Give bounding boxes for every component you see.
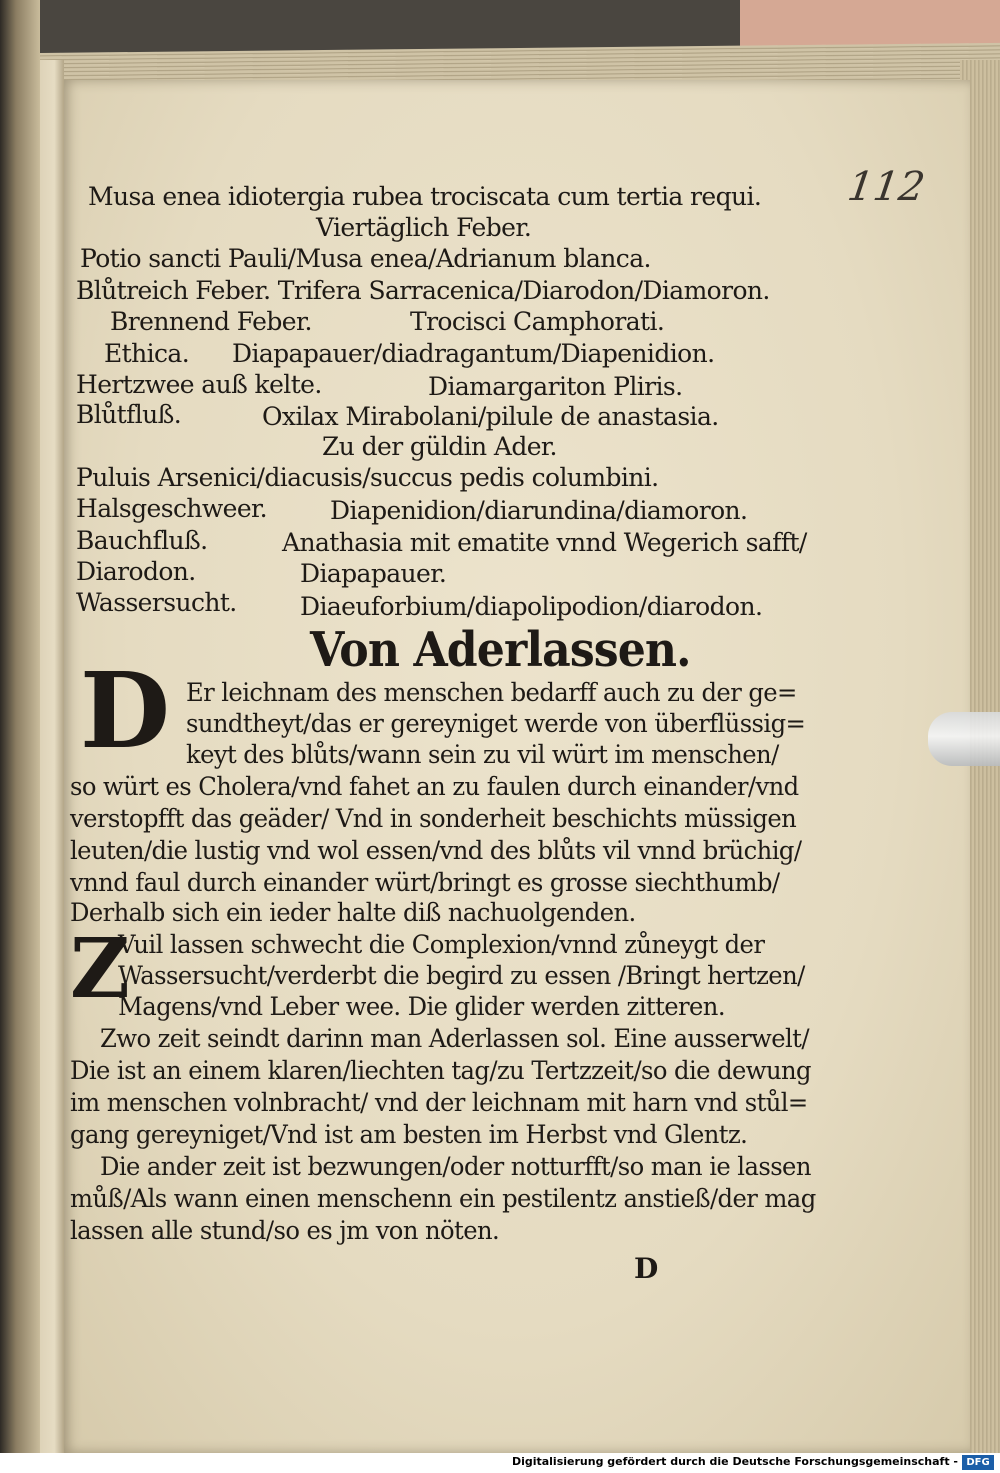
paragraph-line: Magens/vnd Leber wee. Die glider werden zitteren. xyxy=(118,992,725,1021)
remedy-value: Diapapauer/diadragantum/Diapenidion. xyxy=(232,339,715,368)
paragraph-line: můß/Als wann einen menschenn ein pestilentz anstieß/der mag xyxy=(70,1184,816,1213)
section-heading: Von Aderlassen. xyxy=(310,622,691,678)
paragraph-line: Die ander zeit ist bezwungen/oder notturfft/so man ie lassen xyxy=(100,1152,811,1181)
paragraph-line: vnnd faul durch einander würt/bringt es grosse siechthumb/ xyxy=(70,868,780,897)
paragraph-line: sundtheyt/das er gereyniget werde von überflüssig= xyxy=(186,709,806,738)
remedy-label: Diarodon. xyxy=(76,557,196,586)
remedy-line: Musa enea idiotergia rubea trociscata cum tertia requi. xyxy=(88,182,762,211)
paragraph-line: Zwo zeit seindt darinn man Aderlassen sol. Eine ausserwelt/ xyxy=(100,1024,809,1053)
remedy-label: Brennend Feber. xyxy=(110,307,312,336)
remedy-line: Potio sancti Pauli/Musa enea/Adrianum blanca. xyxy=(80,244,651,273)
paragraph-line: Er leichnam des menschen bedarff auch zu der ge= xyxy=(186,678,797,707)
paragraph-line: verstopfft das geäder/ Vnd in sonderheit beschichts müssigen xyxy=(70,804,797,833)
remedy-label: Bauchfluß. xyxy=(76,526,208,555)
folio-number: 112 xyxy=(844,164,928,210)
paragraph-line: Wassersucht/verderbt die begird zu essen /Bringt hertzen/ xyxy=(118,961,805,990)
remedy-label: Blůtfluß. xyxy=(76,400,182,429)
remedy-label: Ethica. xyxy=(104,339,190,368)
paragraph-line: leuten/die lustig vnd wol essen/vnd des blůts vil vnnd brüchig/ xyxy=(70,836,802,865)
dfg-logo-icon: DFG xyxy=(962,1455,994,1470)
paragraph-line: Derhalb sich ein ieder halte diß nachuolgenden. xyxy=(70,898,636,927)
decorated-initial-z: Z xyxy=(70,921,130,1017)
footer-credit: Digitalisierung gefördert durch die Deutsche Forschungsgemeinschaft - xyxy=(511,1455,958,1468)
paragraph-line: lassen alle stund/so es jm von nöten. xyxy=(70,1216,500,1245)
remedy-label: Hertzwee auß kelte. xyxy=(76,370,322,399)
remedy-label: Halsgeschweer. xyxy=(76,494,268,523)
remedy-value: Trocisci Camphorati. xyxy=(410,307,665,336)
catchword: D xyxy=(634,1252,659,1285)
paragraph-line: gang gereyniget/Vnd ist am besten im Herbst vnd Glentz. xyxy=(70,1120,748,1149)
decorated-initial-d: D xyxy=(79,649,171,772)
remedy-value: Anathasia mit ematite vnnd Wegerich safft/ xyxy=(282,528,807,557)
paragraph-line: im menschen volnbracht/ vnd der leichnam mit harn vnd stůl= xyxy=(70,1088,808,1117)
remedy-value: Diapenidion/diarundina/diamoron. xyxy=(330,496,748,525)
remedy-heading: Viertäglich Feber. xyxy=(316,213,532,242)
paragraph-line: keyt des blůts/wann sein zu vil würt im menschen/ xyxy=(186,740,779,769)
remedy-value: Diaeuforbium/diapolipodion/diarodon. xyxy=(300,592,763,621)
paragraph-line: Vuil lassen schwecht die Complexion/vnnd zůneygt der xyxy=(118,930,765,959)
remedy-label: Wassersucht. xyxy=(76,588,237,617)
digitization-footer xyxy=(0,1453,1000,1473)
remedy-value: Diamargariton Pliris. xyxy=(428,372,683,401)
paragraph-line: Die ist an einem klaren/liechten tag/zu Tertzzeit/so die dewung xyxy=(70,1056,811,1085)
remedy-value: Oxilax Mirabolani/pilule de anastasia. xyxy=(262,402,719,431)
remedy-line: Puluis Arsenici/diacusis/succus pedis columbini. xyxy=(76,463,659,492)
paragraph-line: so würt es Cholera/vnd fahet an zu faulen durch einander/vnd xyxy=(70,772,799,801)
remedy-heading: Zu der güldin Ader. xyxy=(322,432,557,461)
remedy-value: Diapapauer. xyxy=(300,559,447,588)
remedy-line: Blůtreich Feber. Trifera Sarracenica/Diarodon/Diamoron. xyxy=(76,276,770,305)
